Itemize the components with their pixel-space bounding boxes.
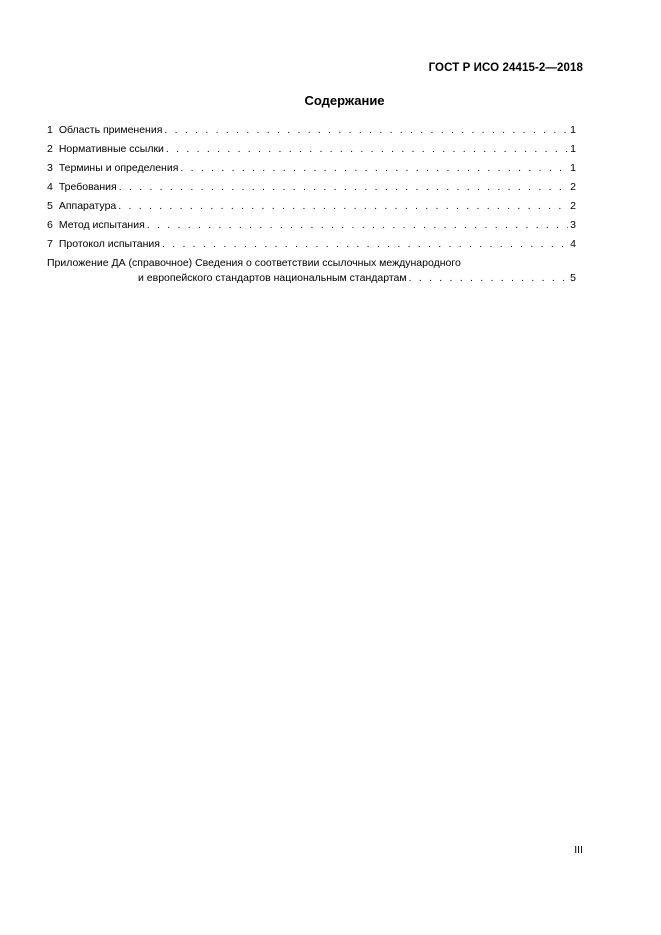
toc-entry-label — [47, 142, 164, 156]
toc-entry[interactable] — [47, 199, 576, 218]
toc-entry-number: 3 — [47, 162, 53, 174]
toc-leader-dots — [118, 199, 568, 213]
toc-entry-label — [47, 218, 145, 232]
toc-annex-title-line1: Приложение ДА (справочное) Сведения о соответствии ссылочных международного — [47, 257, 461, 269]
toc-entry-title: Протокол испытания — [58, 238, 160, 250]
page-number: III — [574, 844, 583, 856]
toc-annex-page: 5 — [570, 272, 576, 284]
toc-leader-dots — [166, 142, 568, 156]
toc-entry-label — [47, 199, 116, 213]
toc-entry-page: 4 — [570, 238, 576, 250]
toc-leader-dots — [164, 123, 568, 137]
toc-entry-page: 2 — [570, 200, 576, 212]
toc-annex-entry[interactable] — [47, 256, 576, 286]
toc-entry-page: 1 — [570, 143, 576, 155]
toc-entry[interactable] — [47, 142, 576, 161]
toc-entry-label — [47, 123, 162, 137]
toc-entry-number: 1 — [47, 124, 53, 136]
toc-entry-number: 6 — [47, 219, 53, 231]
toc-leader-dots — [119, 180, 568, 194]
toc-entry-number: 2 — [47, 143, 53, 155]
toc-entry-number: 7 — [47, 238, 53, 250]
toc-leader-dots — [162, 237, 568, 251]
toc-entry-title: Нормативные ссылки — [58, 143, 164, 155]
toc-entry-number: 5 — [47, 200, 53, 212]
toc-title: Содержание — [304, 93, 385, 108]
toc-entry-title: Аппаратура — [58, 200, 117, 212]
toc-leader-dots — [409, 271, 569, 285]
toc-entry-label — [47, 180, 117, 194]
toc-entry[interactable] — [47, 180, 576, 199]
toc-entry-label — [47, 161, 178, 175]
document-code: ГОСТ Р ИСО 24415-2—2018 — [428, 62, 583, 74]
toc-entry-title: Метод испытания — [58, 219, 145, 231]
toc-annex-title-line2: и европейского стандартов национальным стандартам — [138, 272, 407, 284]
toc-entry-title: Требования — [58, 181, 117, 193]
toc-entry[interactable] — [47, 218, 576, 237]
toc-entry-number: 4 — [47, 181, 53, 193]
toc-entry[interactable] — [47, 237, 576, 256]
toc-leader-dots — [180, 161, 568, 175]
toc-leader-dots — [147, 218, 568, 232]
toc-entry-page: 2 — [570, 181, 576, 193]
toc-entry-page: 3 — [570, 219, 576, 231]
table-of-contents — [47, 123, 576, 286]
toc-entry-label — [47, 237, 160, 251]
toc-entry[interactable] — [47, 161, 576, 180]
toc-entry-page: 1 — [570, 162, 576, 174]
toc-entry-page: 1 — [570, 124, 576, 136]
toc-entry[interactable] — [47, 123, 576, 142]
toc-annex-line2 — [47, 271, 576, 286]
toc-entry-title: Область применения — [58, 124, 163, 136]
toc-entry-title: Термины и определения — [58, 162, 179, 174]
